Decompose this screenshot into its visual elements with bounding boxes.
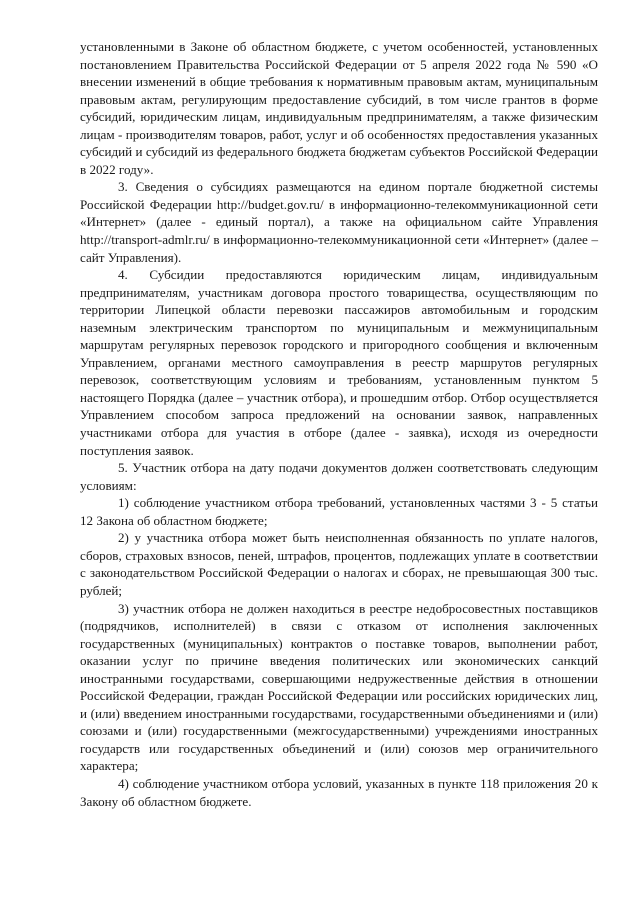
- paragraph-condition-1: 1) соблюдение участником отбора требований, установленных частями 3 - 5 статьи 12 Закона об областном бюджете;: [80, 495, 598, 528]
- paragraph-item-5: 5. Участник отбора на дату подачи документов должен соответствовать следующим условиям:: [80, 460, 598, 493]
- paragraph-continuation: установленными в Законе об областном бюджете, с учетом особенностей, установленных постановлением Правительства Российской Федерации от 5 апреля 2022 года № 590 «О внесении изменений в общие требования к нормативным правовым актам, муниципальным правовым актам, регулирующим предоставление субсидий, в том числе грантов в форме субсидий, юридическим лицам, индивидуальным предпринимателям, а также физическим лицам - производителям товаров, работ, услуг и об особенностях предоставления указанных субсидий и субсидий из федерального бюджета бюджетам субъектов Российской Федерации в 2022 году».: [80, 39, 598, 177]
- paragraph-condition-3: 3) участник отбора не должен находиться в реестре недобросовестных поставщиков (подрядчиков, исполнителей) в связи с отказом от исполнения заключенных государственных (муниципальных) контрактов о поставке товаров, выполнении работ, оказании услуг по причине введения политических или экономических санкций иностранными государствами, совершающими недружественные действия в отношении Российской Федерации, граждан Российской Федерации или российских юридических лиц, и (или) введением иностранными государствами, государственными объединениями и (или) союзами и (или) государственными (межгосударственными) учреждениями иностранных государств или государственных объединений и (или) союзов мер ограничительного характера;: [80, 600, 598, 774]
- paragraph-item-4: 4. Субсидии предоставляются юридическим лицам, индивидуальным предпринимателям, участникам договора простого товарищества, осуществляющим по территории Липецкой области перевозки пассажиров автомобильным и городским наземным электрическим транспортом по муниципальным и межмуниципальным маршрутам регулярных перевозок городского и пригородного сообщения и включенным Управлением, органами местного самоуправления в реестр маршрутов регулярных перевозок, соответствующим условиям и требованиям, установленным пунктом 5 настоящего Порядка (далее – участник отбора), и прошедшим отбор. Отбор осуществляется Управлением способом запроса предложений на основании заявок, направленных участниками отбора для участия в отборе (далее - заявка), исходя из очередности поступления заявок.: [80, 267, 598, 458]
- document-page: [80, 38, 598, 810]
- paragraph-condition-2: 2) у участника отбора может быть неисполненная обязанность по уплате налогов, сборов, страховых взносов, пеней, штрафов, процентов, подлежащих уплате в соответствии с законодательством Российской Федерации о налогах и сборах, не превышающая 300 тыс. рублей;: [80, 530, 598, 598]
- paragraph-item-3: 3. Сведения о субсидиях размещаются на едином портале бюджетной системы Российской Федерации http://budget.gov.ru/ в информационно-телекоммуникационной сети «Интернет» (далее - единый портал), а также на официальном сайте Управления http://transport-admlr.ru/ в информационно-телекоммуникационной сети «Интернет» (далее – сайт Управления).: [80, 179, 598, 265]
- paragraph-condition-4: 4) соблюдение участником отбора условий, указанных в пункте 118 приложения 20 к Закону об областном бюджете.: [80, 775, 598, 809]
